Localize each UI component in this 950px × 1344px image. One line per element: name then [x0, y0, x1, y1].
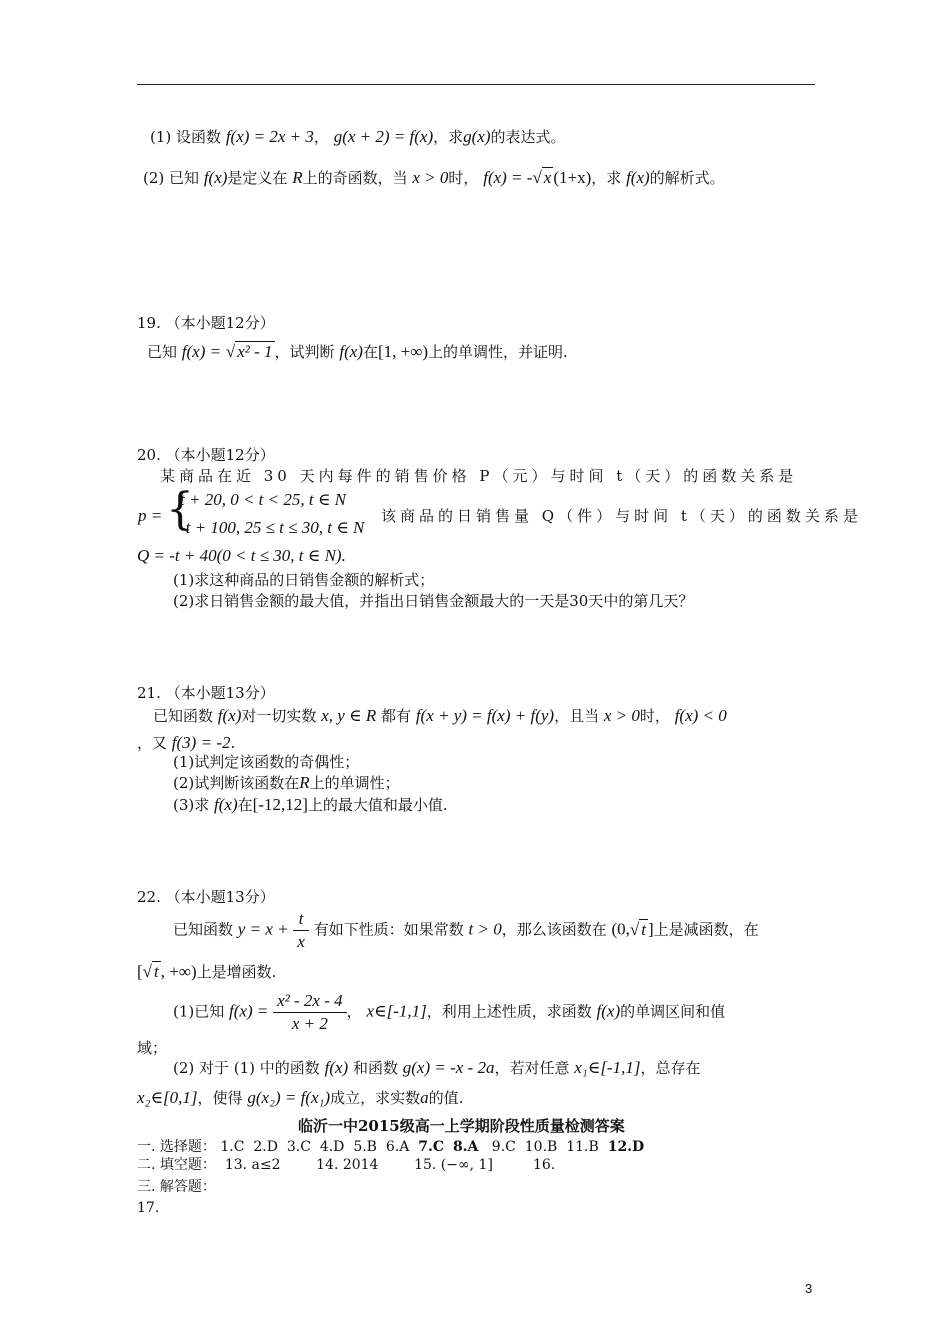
- q21-line1: 已知函数 f(x)对一切实数 x, y ∈ R 都有 f(x + y) = f(x) + f(y)，且当 x > 0时， f(x) < 0: [153, 706, 727, 725]
- q22-sub1: (1)已知 f(x) = $\frac{\text{x² - 2x - 4}}{x + 2}$ ， x∈[-1,1]，利用上述性质，求函数 f(x)的单调区间和值: [173, 991, 726, 1033]
- q21-header: 21. （本小题13分）: [137, 684, 275, 702]
- q18-p1-gdef: g(x + 2) = f(x): [333, 127, 434, 146]
- answers-mc-row: 一. 选择题： 1.C 2.D 3.C 4.D 5.B 6.A 7.C 8.A 9.C 10.B 11.B 12.D: [137, 1139, 645, 1155]
- q22-line1: 已知函数 y = x + $\frac{t}{x}$ 有如下性质：如果常数 t > 0，那么该函数在 (0,√ t ]上是减函数，在: [173, 909, 759, 951]
- piecewise-brace: {: [166, 484, 194, 535]
- q20-case1: t + 20, 0 < t < 25, t ∈ N: [180, 490, 347, 509]
- q19-body: 已知 f(x) = √ x² - 1 ，试判断 f(x)在[1, +∞)上的单调性，并证明.: [147, 342, 568, 361]
- q18-part1: (1) 设函数 f(x) = 2x + 3， g(x + 2) = f(x)，求g(x)的表达式。: [150, 127, 566, 146]
- q22-sub2: (2) 对于 (1) 中的函数 f(x) 和函数 g(x) = -x - 2a，若对任意 x₁∈[-1,1]，总存在: [173, 1058, 701, 1077]
- answers-solve-label: 三. 解答题：: [137, 1179, 216, 1195]
- q20-line2-tail: 该商品的日销售量 Q（件）与时间 t（天）的函数关系是: [381, 507, 862, 525]
- q20-line1: 某商品在近 30 天内每件的销售价格 P（元）与时间 t（天）的函数关系是: [160, 467, 798, 485]
- q20-p-eq: p =: [138, 506, 163, 525]
- q22-header: 22. （本小题13分）: [137, 888, 275, 906]
- q22-sub1-wrap: 域；: [137, 1039, 168, 1057]
- q22-line2: [√ t , +∞)上是增函数.: [137, 962, 277, 981]
- q21-sub1: (1)试判定该函数的奇偶性；: [173, 753, 360, 771]
- sqrt-expression: √ t: [142, 962, 159, 981]
- header-rule: [137, 84, 815, 85]
- sqrt-expression: √ t: [629, 919, 646, 939]
- q20-sub1: (1)求这种商品的日销售金额的解析式；: [173, 571, 435, 589]
- q18-p1-gx: g(x): [463, 127, 491, 146]
- q18-part2: (2) 已知 f(x)是定义在 R上的奇函数，当 x > 0时， f(x) = -√ x (1+x)，求 f(x)的解析式。: [143, 168, 725, 187]
- q21-sub3: (3)求 f(x)在[-12,12]上的最大值和最小值.: [173, 795, 448, 814]
- q18-p1-label: (1) 设函数: [150, 128, 222, 146]
- page-number: 3: [805, 1281, 813, 1296]
- answers-fill-row: 二. 填空题： 13. a≤2 14. 2014 15. (−∞, 1] 16.: [137, 1157, 556, 1173]
- q20-case2: -t + 100, 25 ≤ t ≤ 30, t ∈ N: [180, 518, 365, 537]
- sqrt-expression: √ x: [532, 168, 552, 187]
- answers-title: 临沂一中2015级高一上学期阶段性质量检测答案: [298, 1117, 625, 1135]
- fraction: $\frac{t}{x}$: [293, 908, 309, 953]
- q21-line2: ，又 f(3) = -2.: [137, 733, 236, 752]
- sqrt-expression: √ x² - 1: [225, 342, 273, 361]
- q20-q-def: Q = -t + 40(0 < t ≤ 30, t ∈ N).: [137, 546, 346, 565]
- q18-p1-fdef: f(x) = 2x + 3: [225, 127, 314, 146]
- q20-sub2: (2)求日销售金额的最大值，并指出日销售金额最大的一天是30天中的第几天？: [173, 592, 694, 610]
- q21-sub2: (2)试判断该函数在R上的单调性；: [173, 773, 400, 792]
- fraction: $\frac{\text{x² - 2x - 4}}{x + 2}$: [273, 990, 347, 1035]
- answers-q17: 17.: [137, 1200, 160, 1216]
- q19-header: 19. （本小题12分）: [137, 314, 275, 332]
- q20-header: 20. （本小题12分）: [137, 446, 275, 464]
- q22-sub2-cont: x₂∈[0,1]，使得 g(x₂) = f(x₁)成立，求实数a的值.: [137, 1088, 464, 1107]
